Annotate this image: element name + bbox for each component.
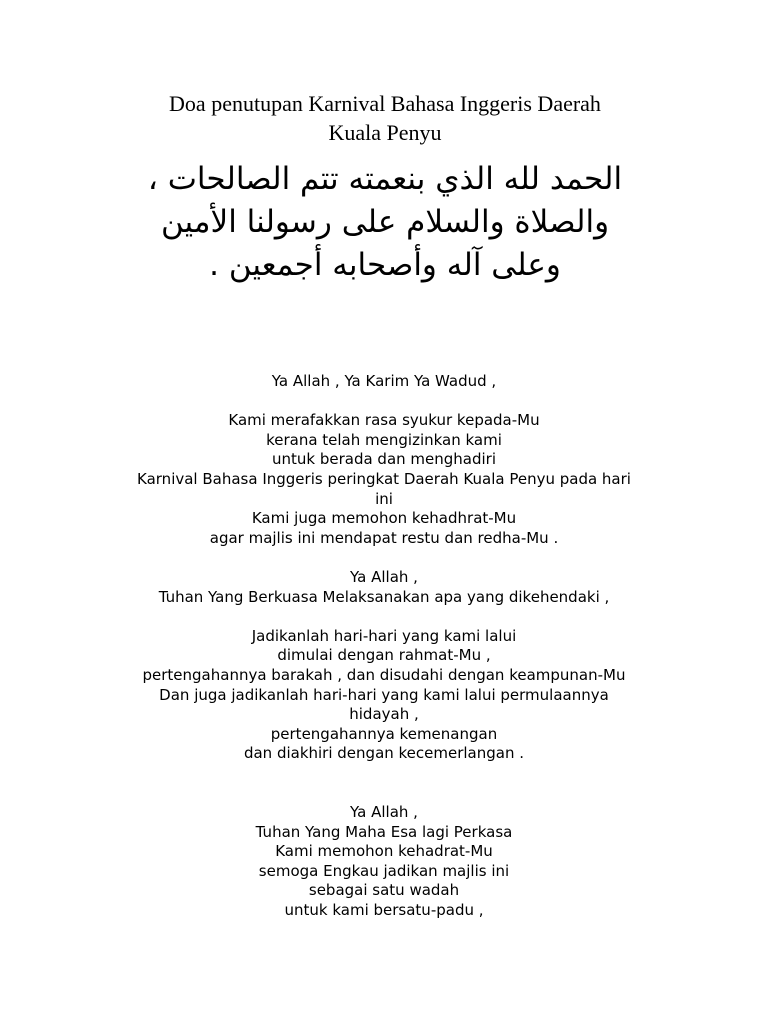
prayer-line: ini [375, 489, 393, 508]
prayer-line: sebagai satu wadah [308, 881, 460, 900]
document-title [100, 89, 670, 147]
title-line-2: Kuala Penyu [328, 120, 442, 145]
arabic-line-3: وعلى آله وأصحابه أجمعين . [209, 247, 561, 283]
prayer-line: untuk kami bersatu-padu , [284, 901, 484, 920]
prayer-line: Ya Allah , [350, 567, 418, 586]
prayer-line: kerana telah mengizinkan kami [266, 430, 502, 449]
prayer-line: Jadikanlah hari-hari yang kami lalui [251, 626, 517, 645]
prayer-line: Karnival Bahasa Inggeris peringkat Daerah Kuala Penyu pada hari [137, 469, 631, 488]
prayer-line: Ya Allah , Ya Karim Ya Wadud , [271, 372, 497, 390]
prayer-line: Kami memohon kehadrat-Mu [275, 842, 493, 861]
arabic-opening [80, 158, 690, 287]
prayer-line: Kami juga memohon kehadhrat-Mu [251, 509, 517, 528]
prayer-line: Ya Allah , [350, 803, 418, 822]
prayer-line: Tuhan Yang Berkuasa Melaksanakan apa yang dikehendaki , [158, 587, 610, 606]
prayer-line: dimulai dengan rahmat-Mu , [277, 646, 491, 665]
prayer-line: Dan juga jadikanlah hari-hari yang kami lalui permulaannya [159, 685, 609, 704]
prayer-body [60, 372, 708, 921]
prayer-line: hidayah , [349, 705, 419, 724]
stanza-1 [60, 372, 708, 392]
prayer-line: Tuhan Yang Maha Esa lagi Perkasa [255, 822, 513, 841]
prayer-line: untuk berada dan menghadiri [271, 450, 497, 469]
prayer-line: Kami merafakkan rasa syukur kepada-Mu [228, 411, 540, 430]
stanza-4 [60, 627, 708, 764]
prayer-line: semoga Engkau jadikan majlis ini [258, 861, 510, 880]
arabic-line-1: الحمد لله الذي بنعمته تتم الصالحات ، [147, 161, 623, 197]
prayer-line: pertengahannya kemenangan [270, 724, 498, 743]
stanza-2 [60, 411, 708, 548]
arabic-line-2: والصلاة والسلام على رسولنا الأمين [160, 204, 610, 240]
title-line-1: Doa penutupan Karnival Bahasa Inggeris Daerah [169, 91, 601, 116]
prayer-line: pertengahannya barakah , dan disudahi dengan keampunan-Mu [142, 665, 626, 684]
stanza-3 [60, 568, 708, 607]
stanza-5 [60, 803, 708, 921]
prayer-line: dan diakhiri dengan kecemerlangan . [243, 744, 525, 763]
prayer-line: agar majlis ini mendapat restu dan redha-Mu . [209, 528, 559, 547]
